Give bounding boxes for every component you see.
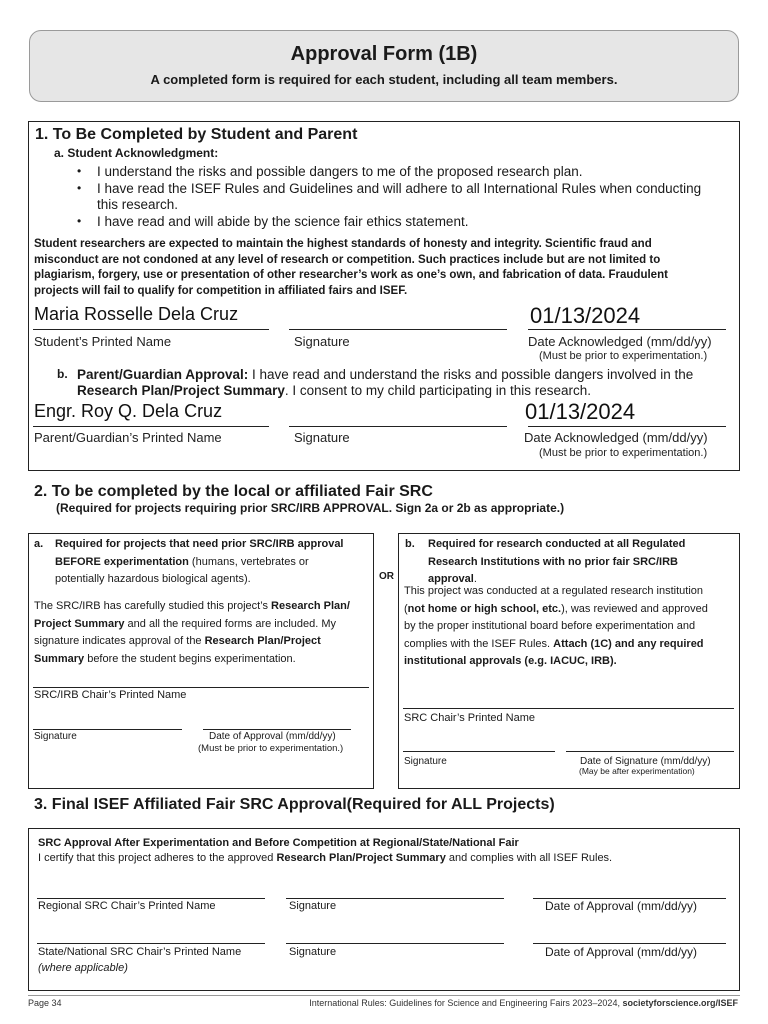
section2a-date-label: Date of Approval (mm/dd/yy) [209, 731, 336, 742]
parent-signature-label: Signature [294, 430, 350, 445]
parent-date-value[interactable]: 01/13/2024 [525, 399, 636, 424]
section2b-p2-bold: not home or high school, etc. [407, 602, 562, 615]
section2b-line3: approval. [428, 573, 477, 585]
section3-heading: SRC Approval After Experimentation and Before Competition at Regional/State/National Fair [38, 837, 519, 849]
bullet-icon: • [77, 164, 82, 178]
section2b-line1: Required for research conducted at all Regulated [428, 538, 686, 550]
section2b-chair-line[interactable] [403, 708, 734, 709]
student-signature-line[interactable] [289, 329, 507, 330]
parent-name-line [33, 426, 269, 427]
state-date-line[interactable] [533, 943, 726, 944]
section2a-p1-text: The SRC/IRB has carefully studied this project’s [34, 600, 272, 612]
page-number: Page 34 [28, 998, 62, 1008]
parent-text-2: . I consent to my child participating in this research. [284, 383, 592, 398]
section2a-signature-line[interactable] [33, 729, 182, 730]
section2b-p3: by the proper institutional board before experimentation and [404, 620, 696, 632]
section2a-line2-bold: BEFORE experimentation [55, 555, 189, 568]
section2-title: 2. To be completed by the local or affiliated Fair SRC [34, 483, 433, 500]
parent-name-value[interactable]: Engr. Roy Q. Dela Cruz [34, 401, 223, 421]
regional-date-label: Date of Approval (mm/dd/yy) [545, 899, 698, 913]
section2-subtitle: (Required for projects requiring prior SRC/IRB APPROVAL. Sign 2a or 2b as appropriate.) [56, 501, 565, 515]
section3-cert [38, 852, 612, 864]
section2a-p4-bold: Summary [34, 652, 85, 665]
state-signature-label: Signature [289, 946, 337, 958]
section2b-p2 [404, 601, 738, 619]
section3-cert-bold: Research Plan/Project Summary [276, 852, 446, 864]
parent-date-line [528, 426, 726, 427]
regional-signature-line[interactable] [286, 898, 504, 899]
section2a-date-line[interactable] [203, 729, 351, 730]
ack-bullet-2: I have read the ISEF Rules and Guidelines and will adhere to all International Rules when conducting [97, 181, 702, 196]
state-name-line[interactable] [37, 943, 265, 944]
section2b-paragraph [404, 583, 738, 671]
header-box [29, 30, 739, 102]
student-date-line [528, 329, 726, 330]
section2a-p2-bold: Project Summary [34, 617, 125, 630]
section2a-chair-line[interactable] [33, 687, 369, 688]
section3-cert-2: and complies with all ISEF Rules. [445, 852, 613, 864]
parent-approval-text-2 [77, 382, 727, 399]
ack-bullet-2-cont: this research. [97, 197, 179, 212]
section2a-p2 [34, 616, 374, 634]
parent-prior-note: (Must be prior to experimentation.) [539, 447, 708, 459]
section2a-marker: a. [34, 538, 44, 550]
section2a-line1: Required for projects that need prior SRC/IRB approval [55, 538, 344, 550]
section2b-p4-text: complies with the ISEF Rules. [404, 637, 554, 650]
section2b-signature-label: Signature [404, 756, 447, 767]
section2b-p2-open: ( [404, 602, 408, 615]
section2a-signature-label: Signature [34, 731, 77, 742]
section2a-p1-bold: Research Plan/ [271, 600, 350, 612]
section2a-p1 [34, 598, 374, 616]
section2a-p2-text: and all the required forms are included. My [124, 617, 337, 630]
section2a-p4 [34, 651, 374, 669]
student-name-label: Student’s Printed Name [34, 334, 172, 349]
bullet-icon: • [77, 181, 82, 195]
section2a-p3 [34, 633, 374, 651]
section2b-date-label: Date of Signature (mm/dd/yy) [580, 756, 711, 767]
parent-name-label: Parent/Guardian’s Printed Name [34, 430, 222, 445]
section2a-date-note: (Must be prior to experimentation.) [198, 743, 344, 754]
ack-bullet-1: I understand the risks and possible dangers to me of the proposed research plan. [97, 164, 583, 179]
footer-url-link[interactable]: societyforscience.org/ISEF [622, 998, 738, 1008]
parent-text-2-bold: Research Plan/Project Summary [77, 383, 285, 398]
or-label: OR [379, 571, 394, 582]
section3-title: 3. Final ISEF Affiliated Fair SRC Approval(Required for ALL Projects) [34, 796, 555, 813]
ethics-line-4: projects will fail to qualify for competition in affiliated fairs and ISEF. [34, 284, 408, 297]
student-date-label: Date Acknowledged (mm/dd/yy) [528, 334, 712, 349]
section2b-line2: Research Institutions with no prior fair SRC/IRB [428, 555, 678, 568]
section2a-line2 [55, 554, 370, 572]
section2b-heading [428, 536, 733, 589]
section2a-heading [55, 536, 370, 589]
footer-divider [28, 995, 740, 996]
section2b-date-line[interactable] [566, 751, 734, 752]
regional-signature-label: Signature [289, 900, 337, 912]
parent-approval-heading: Parent/Guardian Approval: [77, 367, 249, 382]
parent-signature-line[interactable] [289, 426, 507, 427]
footer-guidelines: International Rules: Guidelines for Science and Engineering Fairs 2023–2024, [309, 998, 623, 1008]
section2a-line3: potentially hazardous biological agents). [55, 573, 251, 585]
parent-date-label: Date Acknowledged (mm/dd/yy) [524, 430, 708, 445]
parent-marker: b. [57, 367, 68, 381]
section2a-p4-text: before the student begins experimentation. [84, 652, 296, 665]
regional-name-label: Regional SRC Chair’s Printed Name [38, 900, 216, 912]
section2a-line2-text: (humans, vertebrates or [188, 555, 309, 568]
bullet-icon: • [77, 214, 82, 228]
student-signature-label: Signature [294, 334, 350, 349]
where-applicable-note: (where applicable) [38, 962, 128, 974]
section1-title: 1. To Be Completed by Student and Parent [35, 126, 358, 143]
page-subtitle: A completed form is required for each student, including all team members. [150, 72, 618, 87]
student-prior-note: (Must be prior to experimentation.) [539, 350, 708, 362]
ethics-line-1: Student researchers are expected to maintain the highest standards of honesty and integrity. Scientific fraud and [34, 238, 652, 250]
parent-approval-text [77, 366, 727, 383]
section2a-p3-bold: Research Plan/Project [204, 635, 321, 647]
student-name-line [33, 329, 269, 330]
student-name-value[interactable]: Maria Rosselle Dela Cruz [34, 304, 239, 324]
section2b-line3-bold: approval [428, 573, 474, 585]
regional-name-line[interactable] [37, 898, 265, 899]
state-date-label: Date of Approval (mm/dd/yy) [545, 945, 698, 959]
section3-cert-1: I certify that this project adheres to the approved [38, 852, 277, 864]
section2b-p2-text: ), was reviewed and approved [561, 602, 708, 615]
section2a-paragraph [34, 598, 374, 668]
ethics-line-2: misconduct are not condoned at any level of research or competition. Such practices include but are not limited to [34, 253, 661, 266]
footer-text [309, 998, 738, 1008]
ethics-statement [34, 237, 734, 299]
ack-bullet-3: I have read and will abide by the science fair ethics statement. [97, 214, 469, 229]
section2b-marker: b. [405, 538, 415, 550]
section2b-signature-line[interactable] [403, 751, 555, 752]
state-name-label: State/National SRC Chair’s Printed Name [38, 946, 242, 958]
ethics-line-3: plagiarism, forgery, use or presentation of other researcher’s work as one’s own, and fabrication of data. Fraudulent [34, 269, 668, 281]
section2b-chair-label: SRC Chair’s Printed Name [404, 712, 536, 724]
student-date-value[interactable]: 01/13/2024 [530, 303, 641, 328]
page-title: Approval Form (1B) [290, 43, 478, 65]
section2a-p3-text: signature indicates approval of the [34, 635, 205, 647]
state-signature-line[interactable] [286, 943, 504, 944]
section2b-p4-bold: Attach (1C) and any required [553, 637, 704, 650]
section2b-p1: This project was conducted at a regulated research institution [404, 585, 703, 597]
parent-text-1: I have read and understand the risks and possible dangers involved in the [248, 367, 694, 382]
section2b-p4 [404, 636, 738, 654]
section2b-date-note: (May be after experimentation) [579, 766, 695, 776]
section2b-p5: institutional approvals (e.g. IACUC, IRB). [404, 655, 617, 667]
section2a-chair-label: SRC/IRB Chair’s Printed Name [34, 689, 187, 701]
student-ack-heading: a. Student Acknowledgment: [54, 146, 219, 160]
